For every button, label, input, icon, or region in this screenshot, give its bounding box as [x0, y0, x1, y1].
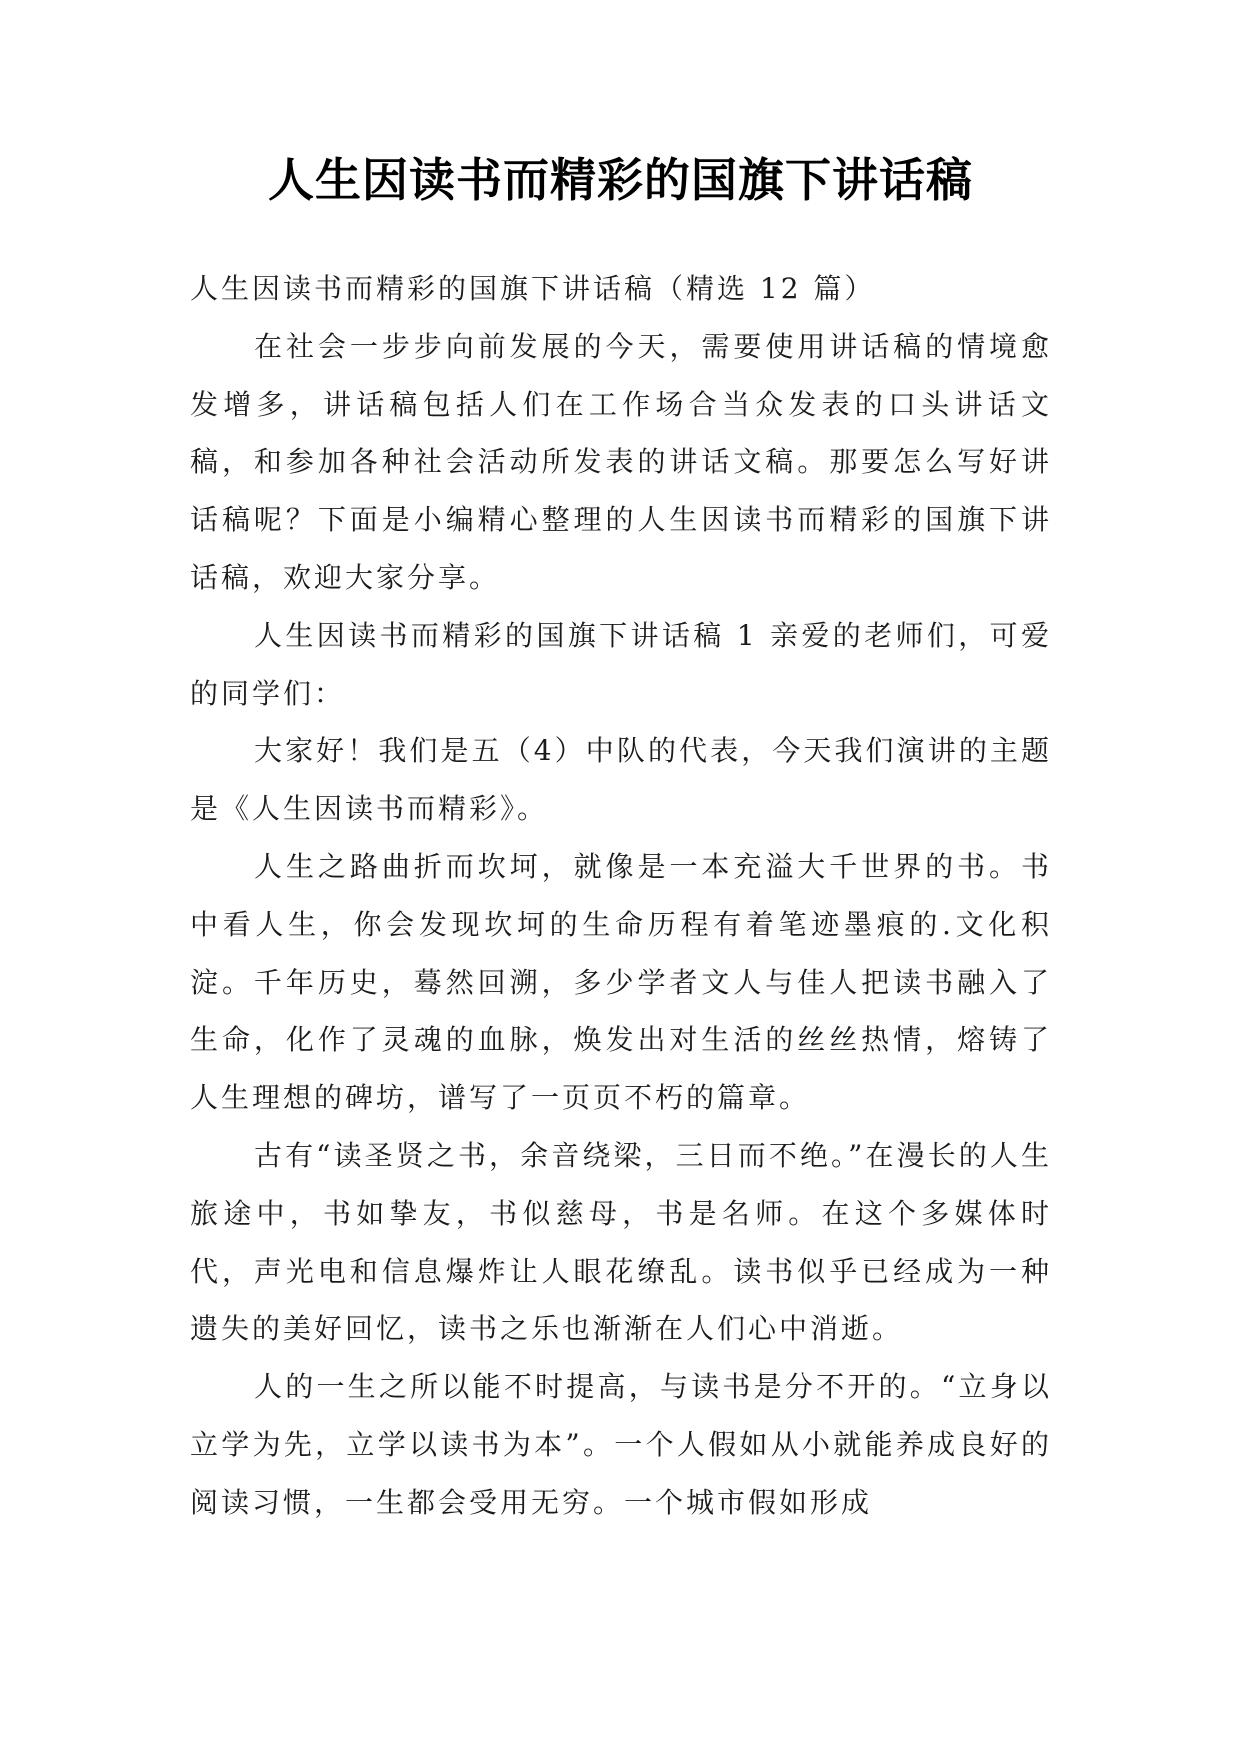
paragraph-body: 人的一生之所以能不时提高，与读书是分不开的。“立身以立学为先，立学以读书为本”。一个人假如从小就能养成良好的阅读习惯，一生都会受用无穷。一个城市假如形成 — [190, 1370, 1052, 1519]
paragraph-body: 古有“读圣贤之书，余音绕梁，三日而不绝。”在漫长的人生旅途中，书如挚友，书似慈母，书是名师。在这个多媒体时代，声光电和信息爆炸让人眼花缭乱。读书似乎已经成为一种遗失的美好回忆，读书之乐也渐渐在人们心中消逝。 — [190, 1138, 1052, 1346]
paragraph-body: 人生之路曲折而坎坷，就像是一本充溢大千世界的书。书中看人生，你会发现坎坷的生命历程有着笔迹墨痕的.文化积淀。千年历史，蓦然回溯，多少学者文人与佳人把读书融入了生命，化作了灵魂的血脉，焕发出对生活的丝丝热情，熔铸了人生理想的碑坊，谱写了一页页不朽的篇章。 — [190, 849, 1052, 1115]
paragraph-greeting: 大家好！我们是五（4）中队的代表，今天我们演讲的主题是《人生因读书而精彩》。 — [190, 734, 1052, 826]
document-body — [190, 260, 1052, 1532]
document-title: 人生因读书而精彩的国旗下讲话稿 — [268, 153, 973, 207]
paragraph-intro: 在社会一步步向前发展的今天，需要使用讲话稿的情境愈发增多，讲话稿包括人们在工作场合当众发表的口头讲话文稿，和参加各种社会活动所发表的讲话文稿。那要怎么写好讲话稿呢？下面是小编精心整理的人生因读书而精彩的国旗下讲话稿，欢迎大家分享。 — [190, 329, 1052, 594]
paragraph-heading: 人生因读书而精彩的国旗下讲话稿（精选 12 篇） — [190, 272, 876, 305]
paragraph-salutation: 人生因读书而精彩的国旗下讲话稿 1 亲爱的老师们，可爱的同学们： — [190, 618, 1052, 710]
